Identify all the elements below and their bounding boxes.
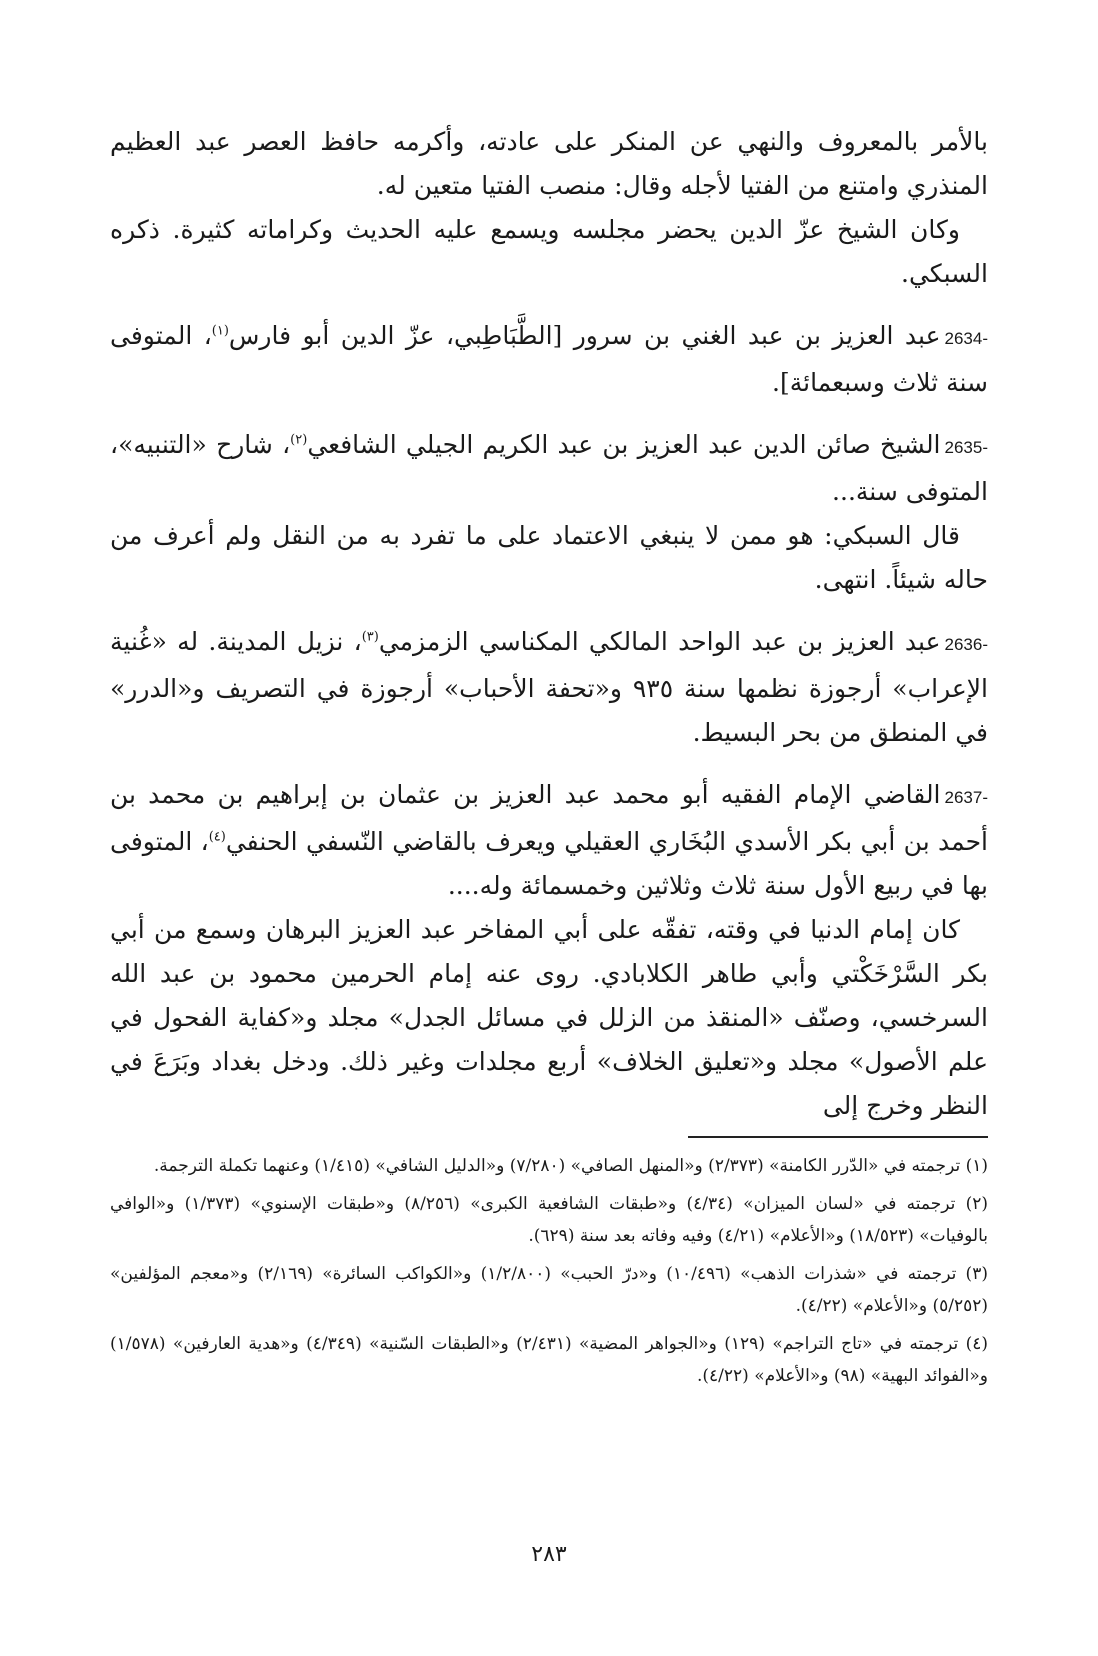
entry-number: 2635- [944, 438, 988, 457]
entry-text: الشيخ صائن الدين عبد العزيز بن عبد الكريم الجيلي الشافعي [307, 430, 941, 459]
spacer [110, 405, 988, 423]
footnote-1: (١) ترجمته في «الدّرر الكامنة» (٢/٣٧٣) و«المنهل الصافي» (٧/٢٨٠) و«الدليل الشافي» (١/٤١٥) وعنهما تكملة الترجمة. [153, 1156, 988, 1176]
footnote-3: (٣) ترجمته في «شذرات الذهب» (١٠/٤٩٦) و«درّ الحبب» (١/٢/٨٠٠) و«الكواكب السائرة» (٢/١٦٩) و«معجم المؤلفين» (٥/٢٥٢) و«الأعلام» (٤/٢٢). [110, 1264, 988, 1316]
entry-text: عبد العزيز بن عبد الواحد المالكي المكناسي الزمزمي [378, 627, 941, 656]
footnote-divider [688, 1136, 988, 1138]
footnotes [110, 1150, 988, 1398]
footnote-ref[interactable]: (٤) [208, 829, 226, 845]
entry-number: 2636- [944, 635, 988, 654]
intro-paragraph-2: وكان الشيخ عزّ الدين يحضر مجلسه ويسمع عليه الحديث وكراماته كثيرة. ذكره السبكي. [110, 215, 988, 288]
footnote-2: (٢) ترجمته في «لسان الميزان» (٤/٣٤) و«طبقات الشافعية الكبرى» (٨/٢٥٦) و«طبقات الإسنوي» (١/٣٧٣) و«الوافي بالوفيات» (١٨/٥٢٣) و«الأعلام» (٤/٢١) وفيه وفاته بعد سنة (٦٢٩). [110, 1194, 989, 1246]
entry-text: القاضي الإمام الفقيه أبو محمد عبد العزيز بن عثمان بن إبراهيم بن محمد بن أحمد بن أبي بكر الأسدي البُخَاري العقيلي ويعرف بالقاضي النّسفي الحنفي [110, 780, 988, 856]
footnote-ref[interactable]: (١) [211, 323, 229, 339]
entry-2637 [110, 773, 988, 908]
footnote-4: (٤) ترجمته في «تاج التراجم» (١٢٩) و«الجواهر المضية» (٢/٤٣١) و«الطبقات السّنية» (٤/٣٤٩) و«هدية العارفين» (١/٥٧٨) و«الفوائد البهية» (٩٨) و«الأعلام» (٤/٢٢). [110, 1334, 988, 1386]
entry-text: عبد العزيز بن عبد الغني بن سرور [الطَّبَاطِبي، عزّ الدين أبو فارس [228, 321, 941, 350]
intro-paragraph: بالأمر بالمعروف والنهي عن المنكر على عادته، وأكرمه حافظ العصر عبد العظيم المنذري وامتنع من الفتيا لأجله وقال: منصب الفتيا متعين له. [110, 127, 988, 200]
footnote-ref[interactable]: (٢) [290, 432, 308, 448]
spacer [110, 755, 988, 773]
entry-text-cont: ، شارح «التنبيه»، المتوفى سنة... [110, 430, 988, 506]
entry-text-cont: ، المتوفى بها في ربيع الأول سنة ثلاث وثلاثين وخمسمائة وله.... [110, 827, 988, 900]
entry-2634 [110, 314, 988, 405]
entry-number: 2637- [944, 788, 988, 807]
spacer [110, 296, 988, 314]
entry-number: 2634- [944, 329, 988, 348]
footnote-ref[interactable]: (٣) [361, 629, 379, 645]
entry-text-cont: ، المتوفى سنة ثلاث وسبعمائة]. [110, 321, 988, 397]
entry-text-cont: ، نزيل المدينة. له «غُنية الإعراب» أرجوزة نظمها سنة ٩٣٥ و«تحفة الأحباب» أرجوزة في التصريف و«الدرر» في المنطق من بحر البسيط. [110, 627, 988, 747]
main-text [110, 120, 988, 1128]
entry-2635-note: قال السبكي: هو ممن لا ينبغي الاعتماد على ما تفرد به من النقل ولم أعرف من حاله شيئاً. انتهى. [110, 521, 988, 594]
page-number: ٢٨٣ [531, 1542, 567, 1567]
entry-2636 [110, 620, 988, 755]
entry-2637-note: كان إمام الدنيا في وقته، تفقّه على أبي المفاخر عبد العزيز البرهان وسمع من أبي بكر السَّرْخَكْتي وأبي طاهر الكلابادي. روى عنه إمام الحرمين محمود بن عبد الله السرخسي، وصنّف «المنقذ من الزلل في مسائل الجدل» مجلد و«كفاية الفحول في علم الأصول» مجلد و«تعليق الخلاف» أربع مجلدات وغير ذلك. ودخل بغداد وبَرَعَ في النظر وخرج إلى [110, 915, 988, 1120]
entry-2635 [110, 423, 988, 514]
spacer [110, 602, 988, 620]
